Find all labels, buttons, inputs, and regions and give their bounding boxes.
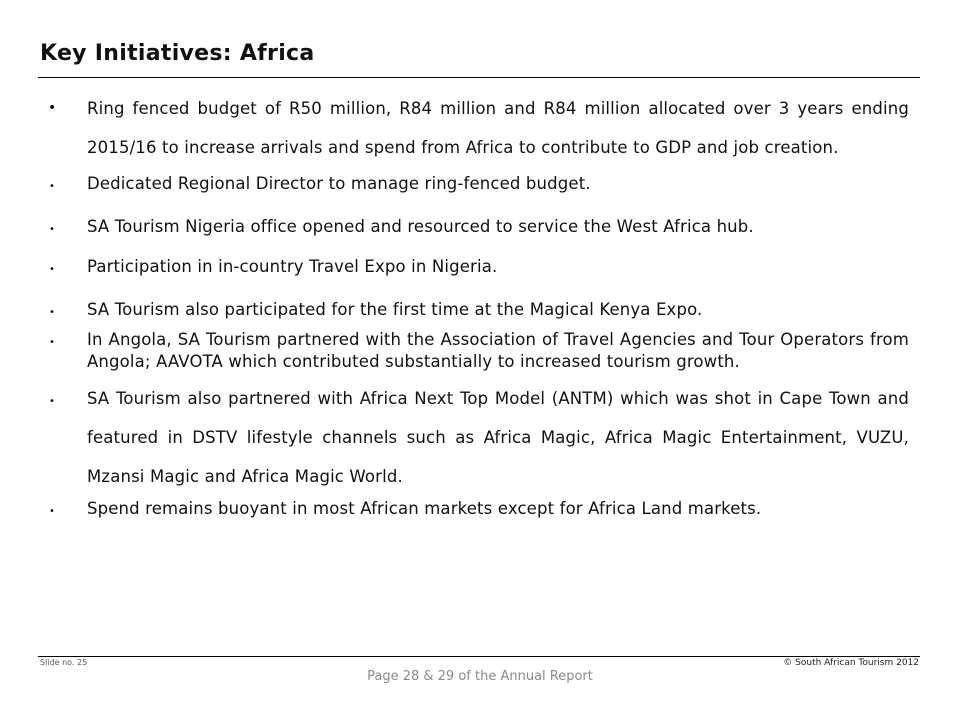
bullet-text: Participation in in-country Travel Expo in Nigeria. bbox=[87, 257, 498, 276]
bullet-icon: • bbox=[49, 337, 56, 348]
bullet-icon: • bbox=[49, 224, 56, 235]
bullet-icon: • bbox=[49, 506, 56, 517]
slide-title: Key Initiatives: Africa bbox=[40, 41, 315, 66]
bullet-text: SA Tourism also partnered with Africa Next Top Model (ANTM) which was shot in Cape Town and featured in DSTV lifestyle channels such as Africa Magic, Africa Magic Entertainment, VUZU, Mzansi Magic and Africa Magic World. bbox=[87, 389, 909, 486]
bullet-text: In Angola, SA Tourism partnered with the Association of Travel Agencies and Tour Operators from Angola; AAVOTA which contributed substantially to increased tourism growth. bbox=[87, 330, 909, 371]
title-divider bbox=[38, 77, 920, 78]
list-item bbox=[48, 216, 909, 238]
bullet-list bbox=[48, 89, 909, 520]
bullet-text: SA Tourism Nigeria office opened and resourced to service the West Africa hub. bbox=[87, 217, 754, 236]
list-item bbox=[48, 299, 909, 321]
bullet-icon: • bbox=[49, 396, 56, 407]
bullet-text: SA Tourism also participated for the first time at the Magical Kenya Expo. bbox=[87, 300, 703, 319]
bullet-text: Spend remains buoyant in most African markets except for Africa Land markets. bbox=[87, 499, 762, 518]
page-reference: Page 28 & 29 of the Annual Report bbox=[367, 669, 593, 684]
list-item bbox=[48, 379, 909, 496]
bullet-icon: • bbox=[49, 264, 56, 275]
list-item bbox=[48, 89, 909, 167]
copyright-notice: © South African Tourism 2012 bbox=[783, 658, 919, 668]
list-item bbox=[48, 256, 909, 278]
bullet-icon: • bbox=[49, 307, 56, 318]
bullet-text: Ring fenced budget of R50 million, R84 million and R84 million allocated over 3 years ending 2015/16 to increase arrivals and spend from Africa to contribute to GDP and job creation. bbox=[87, 99, 909, 157]
footer-divider bbox=[38, 656, 920, 657]
bullet-icon: • bbox=[49, 181, 56, 192]
bullet-text: Dedicated Regional Director to manage ring-fenced budget. bbox=[87, 174, 591, 193]
list-item bbox=[48, 173, 909, 195]
bullet-icon: • bbox=[48, 100, 57, 116]
list-item bbox=[48, 498, 909, 520]
list-item bbox=[48, 329, 909, 373]
slide-number: Slide no. 25 bbox=[40, 658, 88, 667]
